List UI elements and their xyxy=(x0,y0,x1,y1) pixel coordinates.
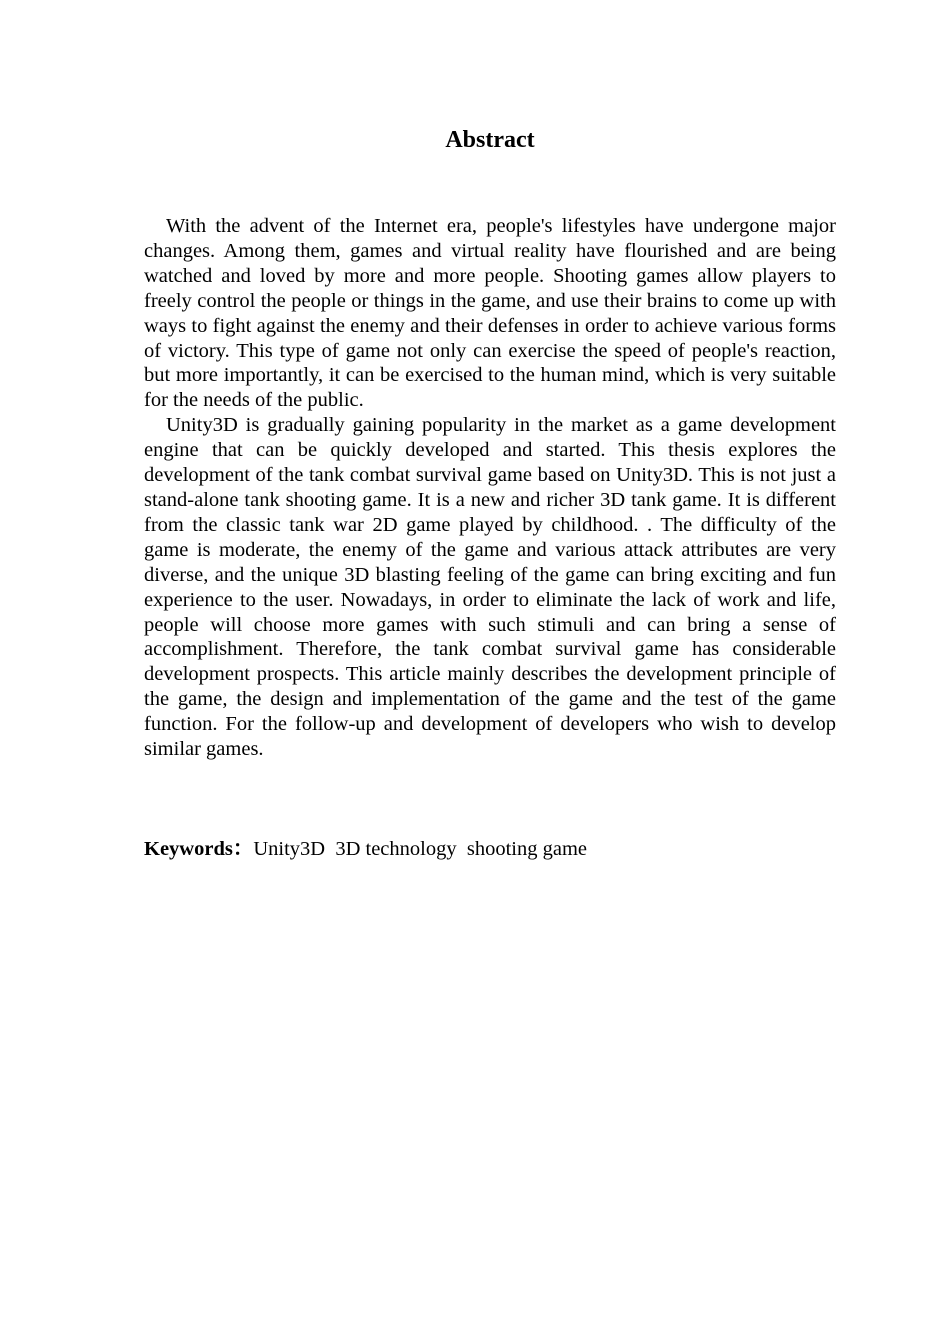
abstract-paragraph-1: With the advent of the Internet era, people's lifestyles have undergone major changes. Among them, games and virtual reality have flourished and are being watched and loved by more and more people. Shooting games allow players to freely control the people or things in the game, and use their brains to come up with ways to fight against the enemy and their defenses in order to achieve various forms of victory. This type of game not only can exercise the speed of people's reaction, but more importantly, it can be exercised to the human mind, which is very suitable for the needs of the public. xyxy=(144,215,836,412)
abstract-body xyxy=(144,214,836,762)
page-title: Abstract xyxy=(445,127,535,153)
abstract-paragraph-2: Unity3D is gradually gaining popularity in the market as a game development engine that can be quickly developed and started. This thesis explores the development of the tank combat survival game based on Unity3D. This is not just a stand-alone tank shooting game. It is a new and richer 3D tank game. It is different from the classic tank war 2D game played by childhood. . The difficulty of the game is moderate, the enemy of the game and various attack attributes are very diverse, and the unique 3D blasting feeling of the game can bring exciting and fun experience to the user. Nowadays, in order to eliminate the lack of work and life, people will choose more games with such stimuli and can bring a sense of accomplishment. Therefore, the tank combat survival game has considerable development prospects. This article mainly describes the development principle of the game, the design and implementation of the game and the test of the game function. For the follow-up and development of developers who wish to develop similar games. xyxy=(144,414,836,761)
keywords-line xyxy=(144,836,836,862)
keywords-value: Unity3D 3D technology shooting game xyxy=(253,838,587,860)
keywords-label: Keywords： xyxy=(144,838,254,860)
